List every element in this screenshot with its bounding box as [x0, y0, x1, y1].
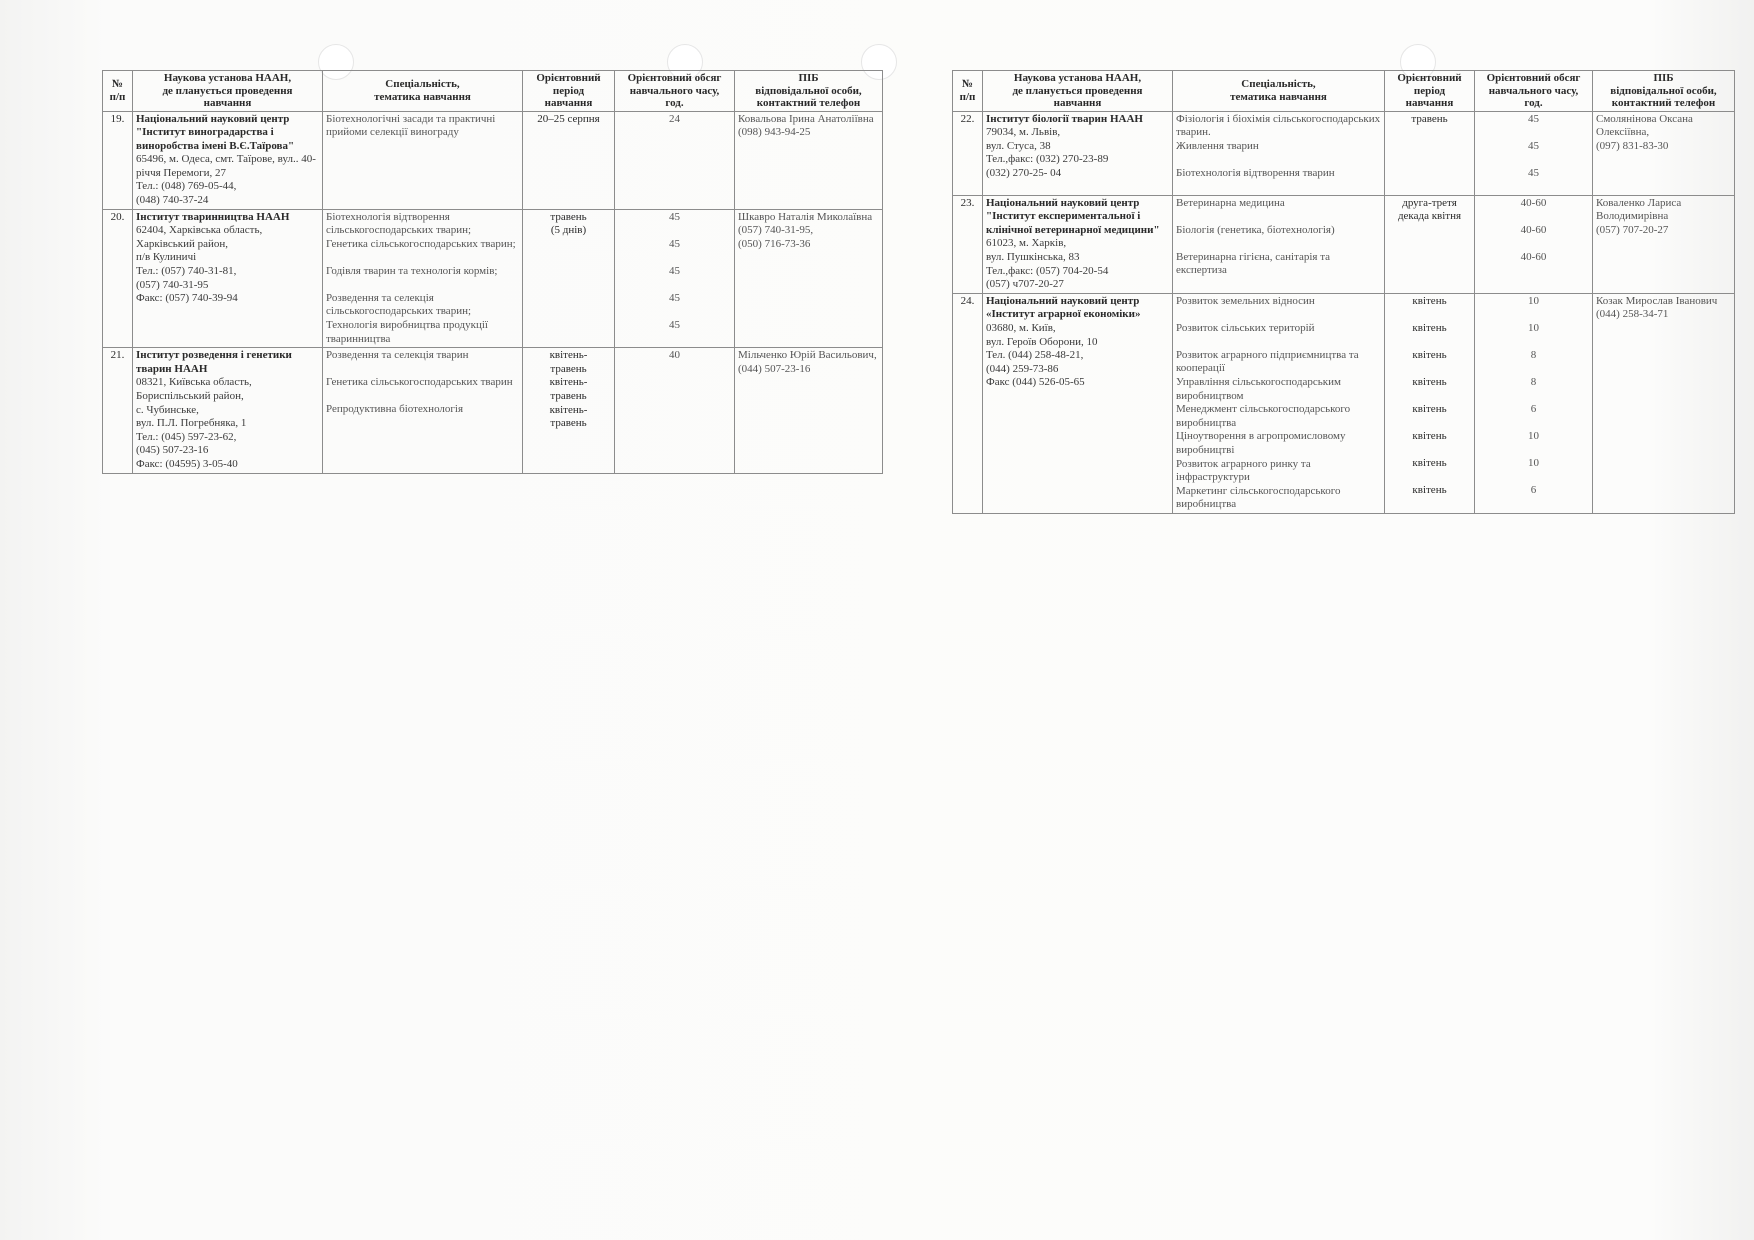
hours-item: 8: [1530, 375, 1537, 388]
contact-person: Козак Мирослав Іванович (044) 258-34-71: [1596, 294, 1718, 321]
header-period: Орієнтовний період навчання: [1385, 71, 1475, 112]
specialty-item: Управління сільськогосподарським виробництвом: [1176, 376, 1341, 402]
hours-item: [618, 403, 731, 430]
header-period: Орієнтовний період навчання: [523, 71, 615, 112]
hours-item: 45: [1528, 112, 1539, 125]
period-item: квітень: [1412, 402, 1447, 415]
period-cell: [1385, 293, 1475, 513]
institution-name: Інститут розведення і генетики тварин НААН: [136, 349, 292, 375]
header-contact: ПІБ відповідальної особи, контактний телефон: [1593, 71, 1735, 112]
specialty-cell: [1173, 195, 1385, 293]
hours-item: 45: [669, 237, 680, 250]
contact-person: Смолянінова Оксана Олексіївна, (097) 831-83-30: [1596, 112, 1693, 152]
institution-name: Національний науковий центр "Інститут експериментальної і клінічної ветеринарної медицини": [986, 196, 1160, 236]
hours-item: [618, 376, 731, 403]
institution-cell: [133, 348, 323, 473]
right-training-table: [952, 70, 1735, 514]
hours-item: 45: [1528, 166, 1539, 179]
hours-cell: [1475, 293, 1593, 513]
specialty-item: Ціноутворення в агропромисловому виробництві: [1176, 430, 1346, 456]
period-cell: [1385, 111, 1475, 195]
period-item: квітень: [1412, 375, 1447, 388]
table-row: [953, 293, 1735, 513]
specialty-item: Генетика сільськогосподарських тварин: [326, 376, 513, 389]
contact-cell: [1593, 293, 1735, 513]
bleed-through-text: [885, 150, 905, 154]
specialty-item: Менеджмент сільськогосподарського виробництва: [1176, 403, 1351, 429]
hours-item: 10: [1528, 321, 1539, 334]
period-item: квітень: [1412, 294, 1447, 307]
period-item: травень: [1411, 112, 1448, 125]
row-number: [953, 195, 983, 293]
table-row: [953, 195, 1735, 293]
specialty-cell: [1173, 293, 1385, 513]
header-hours: Орієнтовний обсяг навчального часу, год.: [615, 71, 735, 112]
period-item: [1388, 251, 1471, 278]
specialty-item: Розвиток аграрного ринку та інфраструктури: [1176, 457, 1311, 484]
row-number: [953, 293, 983, 513]
hours-cell: [615, 348, 735, 473]
specialty-item: Біотехнологічні засади та практичні прийоми селекції винограду: [326, 112, 496, 139]
table-row: [103, 111, 883, 209]
period-item: [526, 238, 611, 265]
period-item: [526, 292, 611, 319]
table-header-row: [953, 71, 1735, 112]
table-row: [103, 209, 883, 348]
hours-cell: [1475, 111, 1593, 195]
hours-item: 45: [1528, 139, 1539, 152]
specialty-item: Розвиток земельних відносин: [1176, 294, 1315, 307]
hours-item: 45: [669, 291, 680, 304]
institution-name: Національний науковий центр «Інститут аграрної економіки»: [986, 294, 1141, 321]
period-item: квітень- травень: [549, 376, 588, 402]
hours-item: 10: [1528, 294, 1539, 307]
contact-cell: [735, 111, 883, 209]
specialty-item: Біотехнологія відтворення сільськогосподарських тварин;: [326, 210, 472, 237]
period-item: квітень- травень: [549, 403, 588, 430]
specialty-item: Технологія виробництва продукції тваринництва: [326, 319, 488, 345]
header-num: № п/п: [103, 71, 133, 112]
hours-item: 6: [1530, 402, 1537, 415]
contact-person: Коваленко Лариса Володимирівна (057) 707-20-27: [1596, 196, 1682, 236]
period-item: квітень: [1412, 456, 1447, 469]
row-number: [103, 111, 133, 209]
specialty-item: Фізіологія і біохімія сільськогосподарських тварин.: [1176, 112, 1381, 139]
institution-name: Інститут біології тварин НААН: [986, 112, 1143, 125]
specialty-item: Біологія (генетика, біотехнологія): [1176, 223, 1335, 236]
specialty-item: Ветеринарна гігієна, санітарія та експертиза: [1176, 250, 1331, 277]
header-specialty: Спеціальність, тематика навчання: [323, 71, 523, 112]
hours-item: 8: [1530, 348, 1537, 361]
row-number-text: 19.: [110, 112, 125, 125]
table-header-row: [103, 71, 883, 112]
header-specialty: Спеціальність, тематика навчання: [1173, 71, 1385, 112]
specialty-cell: [323, 111, 523, 209]
contact-cell: [735, 348, 883, 473]
institution-address: 61023, м. Харків, вул. Пушкінська, 83 Тел.,факс: (057) 704-20-54 (057) ч707-20-27: [986, 237, 1109, 291]
institution-cell: [133, 209, 323, 348]
period-item: травень (5 днів): [550, 210, 587, 237]
specialty-item: Розведення та селекція сільськогосподарських тварин;: [326, 291, 472, 318]
hours-cell: [615, 111, 735, 209]
period-item: 20–25 серпня: [537, 112, 600, 125]
table-body: [953, 111, 1735, 513]
table-row: [953, 111, 1735, 195]
period-item: [1388, 167, 1471, 194]
hours-item: 6: [1530, 483, 1537, 496]
contact-cell: [735, 209, 883, 348]
contact-cell: [1593, 111, 1735, 195]
period-item: квітень- травень: [549, 349, 588, 375]
hours-item: 10: [1528, 429, 1539, 442]
period-item: [526, 319, 611, 346]
institution-name: Інститут тваринництва НААН: [136, 210, 290, 223]
institution-address: 03680, м. Київ, вул. Героїв Оборони, 10 Тел. (044) 258-48-21, (044) 259-73-86 Факс (044) 526-05-65: [986, 322, 1098, 389]
specialty-item: Годівля тварин та технологія кормів;: [326, 264, 498, 277]
hours-item: 40: [669, 349, 680, 362]
row-number-text: 24.: [960, 294, 975, 307]
specialty-item: Живлення тварин: [1176, 139, 1259, 152]
institution-cell: [983, 293, 1173, 513]
header-institution: Наукова установа НААН, де планується проведення навчання: [133, 71, 323, 112]
table-body: [103, 111, 883, 473]
period-item: [1388, 140, 1471, 167]
specialty-item: Маркетинг сільськогосподарського виробництва: [1176, 484, 1341, 511]
specialty-item: Розвиток аграрного підприємництва та кооперації: [1176, 348, 1359, 375]
hours-cell: [1475, 195, 1593, 293]
institution-address: 65496, м. Одеса, смт. Таїрове, вул.. 40-річчя Перемоги, 27 Тел.: (048) 769-05-44, (048) 740-37-24: [136, 153, 316, 207]
specialty-item: Генетика сільськогосподарських тварин;: [326, 237, 516, 250]
header-num: № п/п: [953, 71, 983, 112]
hours-item: 24: [669, 112, 680, 125]
specialty-cell: [323, 348, 523, 473]
specialty-cell: [1173, 111, 1385, 195]
row-number-text: 23.: [960, 196, 975, 209]
header-hours: Орієнтовний обсяг навчального часу, год.: [1475, 71, 1593, 112]
row-number-text: 20.: [110, 210, 125, 223]
contact-person: Мільченко Юрій Васильович, (044) 507-23-16: [738, 349, 877, 375]
row-number-text: 21.: [110, 349, 125, 362]
row-number-text: 22.: [960, 112, 975, 125]
left-training-table: [102, 70, 883, 474]
institution-cell: [983, 195, 1173, 293]
hours-item: 40-60: [1520, 196, 1547, 209]
hours-cell: [615, 209, 735, 348]
institution-name: Національний науковий центр "Інститут виноградарства і виноробства імені В.Є.Таїрова": [136, 112, 295, 152]
period-item: квітень: [1412, 321, 1447, 334]
period-item: [526, 265, 611, 292]
specialty-item: Розведення та селекція тварин: [326, 349, 469, 362]
contact-person: Ковальова Ірина Анатоліївна (098) 943-94-25: [738, 112, 874, 139]
period-cell: [523, 348, 615, 473]
specialty-cell: [323, 209, 523, 348]
row-number: [953, 111, 983, 195]
hours-item: 45: [669, 264, 680, 277]
row-number: [103, 209, 133, 348]
contact-cell: [1593, 195, 1735, 293]
period-cell: [1385, 195, 1475, 293]
specialty-item: Біотехнологія відтворення тварин: [1176, 166, 1335, 179]
period-cell: [523, 209, 615, 348]
period-item: квітень: [1412, 483, 1447, 496]
institution-address: 62404, Харківська область, Харківський район, п/в Кулиничі Тел.: (057) 740-31-81, (057) 740-31-95 Факс: (057) 740-39-94: [136, 224, 263, 305]
institution-address: 08321, Київська область, Бориспільський район, с. Чубинське, вул. П.Л. Погребняка, 1 Тел.: (045) 597-23-62, (045) 507-23-16 Факс: (04595) 3-05-40: [136, 376, 252, 470]
specialty-item: Ветеринарна медицина: [1176, 196, 1285, 209]
contact-person: Шкавро Наталія Миколаївна (057) 740-31-95, (050) 716-73-36: [738, 210, 873, 250]
period-item: друга-третя декада квітня: [1397, 196, 1462, 223]
hours-item: 40-60: [1520, 250, 1547, 263]
hours-item: 45: [669, 210, 680, 223]
institution-address: 79034, м. Львів, вул. Стуса, 38 Тел.,факс: (032) 270-23-89 (032) 270-25- 04: [986, 126, 1109, 179]
institution-cell: [133, 111, 323, 209]
hours-item: 10: [1528, 456, 1539, 469]
period-cell: [523, 111, 615, 209]
header-contact: ПІБ відповідальної особи, контактний телефон: [735, 71, 883, 112]
institution-cell: [983, 111, 1173, 195]
period-item: квітень: [1412, 429, 1447, 442]
hours-item: 45: [669, 318, 680, 331]
hours-item: 40-60: [1520, 223, 1547, 236]
period-item: [1388, 224, 1471, 251]
header-institution: Наукова установа НААН, де планується проведення навчання: [983, 71, 1173, 112]
table-row: [103, 348, 883, 473]
specialty-item: Розвиток сільських територій: [1176, 321, 1315, 334]
row-number: [103, 348, 133, 473]
specialty-item: Репродуктивна біотехнологія: [326, 403, 464, 416]
period-item: квітень: [1412, 348, 1447, 361]
